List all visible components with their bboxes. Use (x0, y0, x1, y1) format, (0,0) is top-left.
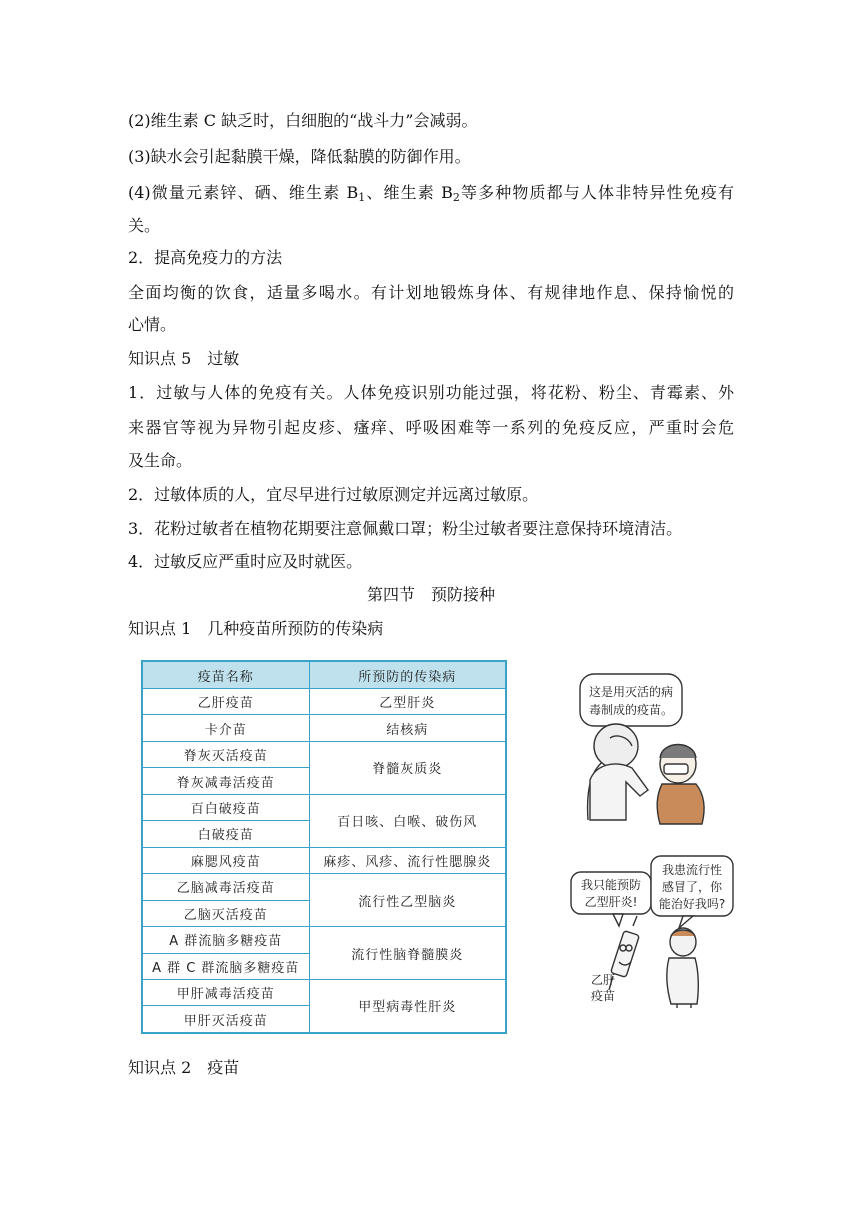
speech-bubble-syringe (571, 872, 651, 926)
vaccination-illustration (570, 660, 740, 830)
bubble-child-line1: 我患流行性 (661, 863, 723, 877)
paragraph-allergy-line1: 1．过敏与人体的免疫有关。人体免疫识别功能过强，将花粉、粉尘、青霉素、外 (128, 383, 734, 402)
vaccine-table (141, 660, 507, 1034)
bubble-doctor-line1: 这是用灭活的病 (588, 685, 674, 699)
vaccine-cell: A 群流脑多糖疫苗 (142, 927, 309, 953)
heading-knowledge-point-5: 知识点 5 过敏 (128, 349, 240, 368)
bubble-syringe-line1: 我只能预防 (580, 878, 642, 892)
bubble-child-line2: 感冒了，你 (661, 880, 723, 894)
paragraph-trace-elements-end: 关。 (128, 216, 161, 235)
heading-improve-immunity: 2．提高免疫力的方法 (128, 248, 283, 267)
heading-knowledge-point-2: 知识点 2 疫苗 (128, 1058, 240, 1077)
table-row (142, 794, 506, 820)
disease-cell: 脊髓灰质炎 (309, 741, 506, 794)
doctor-figure (588, 724, 648, 820)
child-figure (657, 745, 704, 825)
vaccine-cell: 甲肝减毒活疫苗 (142, 979, 309, 1005)
paragraph-seek-care: 4．过敏反应严重时应及时就医。 (128, 552, 363, 571)
disease-cell: 百日咳、白喉、破伤风 (309, 794, 506, 847)
table-header-row (142, 661, 506, 689)
table-row (142, 874, 506, 900)
disease-cell: 结核病 (309, 715, 506, 741)
paragraph-methods-line1: 全面均衡的饮食，适量多喝水。有计划地锻炼身体、有规律地作息、保持愉悦的 (128, 283, 734, 302)
vaccine-cell: A 群 C 群流脑多糖疫苗 (142, 953, 309, 979)
table-row (142, 847, 506, 873)
paragraph-methods-line2: 心情。 (128, 315, 177, 334)
disease-cell: 甲型病毒性肝炎 (309, 979, 506, 1033)
vaccine-cell: 白破疫苗 (142, 821, 309, 847)
paragraph-allergy-line2: 来器官等视为异物引起皮疹、瘙痒、呼吸困难等一系列的免疫反应，严重时会危 (128, 418, 734, 437)
vaccine-cell: 百白破疫苗 (142, 794, 309, 820)
paragraph-trace-elements: (4)微量元素锌、硒、维生素 $B_1$、维生素 $B_2$等多种物质都与人体非特异性免疫有 (128, 183, 734, 204)
vaccine-cell: 乙脑减毒活疫苗 (142, 874, 309, 900)
vaccine-cell: 甲肝灭活疫苗 (142, 1006, 309, 1033)
paragraph-vitamin-c: (2)维生素 C 缺乏时，白细胞的“战斗力”会减弱。 (128, 111, 478, 130)
sick-child-figure (667, 928, 698, 1008)
vaccine-cell: 卡介苗 (142, 715, 309, 741)
paragraph-pollen-dust: 3．花粉过敏者在植物花期要注意佩戴口罩；粉尘过敏者要注意保持环境清洁。 (128, 519, 683, 538)
paragraph-allergy-line3: 及生命。 (128, 451, 193, 470)
table-row (142, 927, 506, 953)
table-row (142, 979, 506, 1005)
vaccine-cell: 乙肝疫苗 (142, 689, 309, 715)
paragraph-allergy-test: 2．过敏体质的人，宜尽早进行过敏原测定并远离过敏原。 (128, 485, 539, 504)
disease-cell: 乙型肝炎 (309, 689, 506, 715)
bubble-child-line3: 能治好我吗? (658, 897, 726, 911)
table-row (142, 689, 506, 715)
vaccine-cell: 脊灰灭活疫苗 (142, 741, 309, 767)
header-disease: 所预防的传染病 (309, 661, 506, 689)
disease-cell: 流行性乙型脑炎 (309, 874, 506, 927)
heading-knowledge-point-1: 知识点 1 几种疫苗所预防的传染病 (128, 619, 384, 638)
disease-cell: 流行性脑脊髓膜炎 (309, 927, 506, 980)
vaccine-cell: 乙脑灭活疫苗 (142, 900, 309, 926)
paragraph-water: (3)缺水会引起黏膜干燥，降低黏膜的防御作用。 (128, 147, 471, 166)
syringe-illustration (565, 850, 745, 1010)
bubble-syringe-line2: 乙型肝炎! (584, 895, 638, 909)
header-vaccine-name: 疫苗名称 (142, 661, 309, 689)
syringe-label-line2: 疫苗 (590, 989, 616, 1003)
syringe-label-line1: 乙肝 (590, 973, 616, 987)
disease-cell: 麻疹、风疹、流行性腮腺炎 (309, 847, 506, 873)
bubble-doctor-line2: 毒制成的疫苗。 (588, 703, 674, 717)
table-row (142, 715, 506, 741)
section-title: 第四节 预防接种 (366, 585, 495, 604)
vaccine-cell: 麻腮风疫苗 (142, 847, 309, 873)
vaccine-cell: 脊灰减毒活疫苗 (142, 768, 309, 794)
table-row (142, 741, 506, 767)
speech-bubble-child (651, 856, 733, 928)
